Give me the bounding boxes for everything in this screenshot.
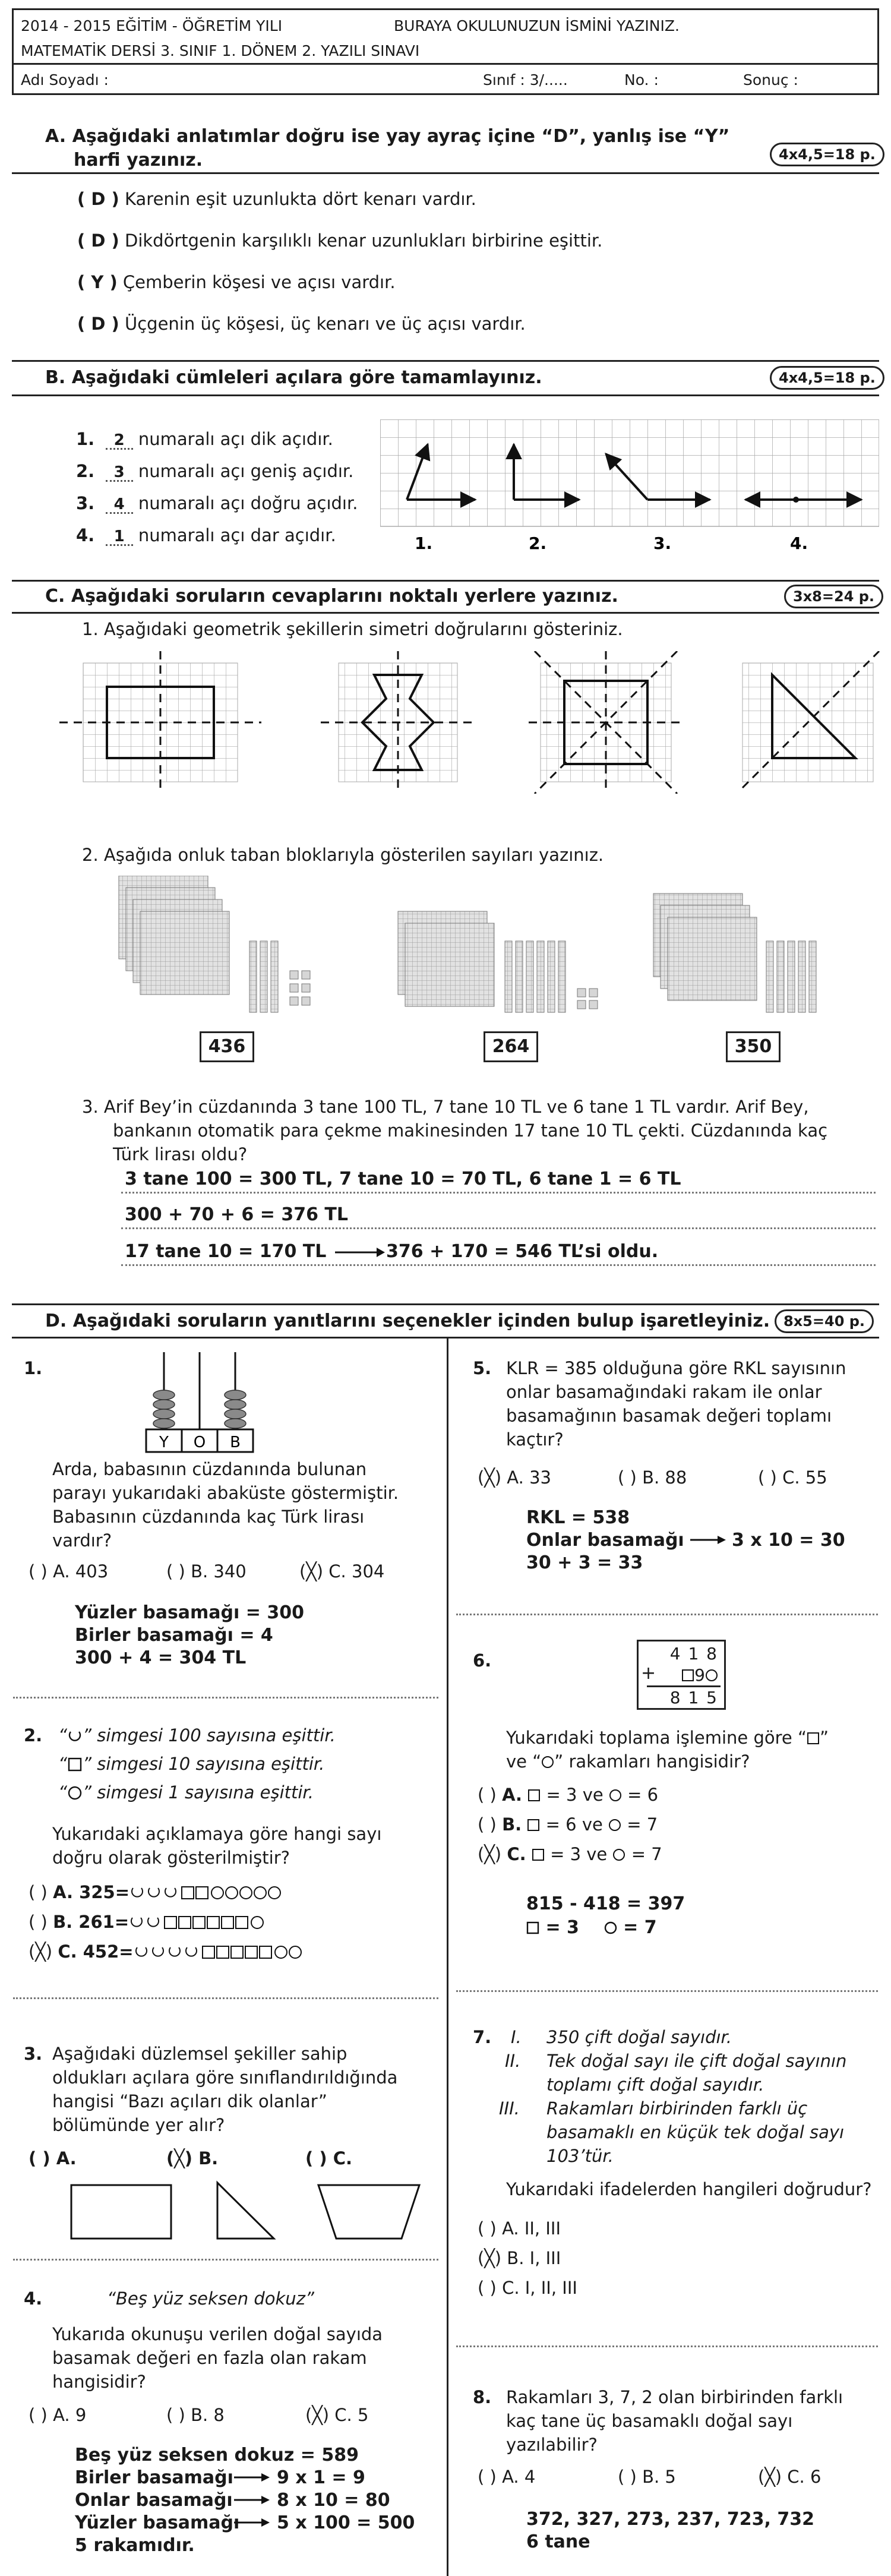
school-name: BURAYA OKULUNUZUN İSMİNİ YAZINIZ. <box>394 17 680 34</box>
d-q6-option-a-ci: = 6 <box>627 1785 659 1805</box>
d-q7-option-a[interactable]: ( ) A. II, III <box>478 2218 561 2239</box>
d-q6-option-c-sq: = 3 ve <box>550 1844 608 1864</box>
d-q3-option-b[interactable]: (╳) B. <box>166 2148 219 2168</box>
header-row-1 <box>14 12 877 39</box>
d-q2-def-100: “ ” simgesi 100 sayısına eşittir. <box>58 1725 336 1745</box>
d-q2-option-c-label: C. 452= <box>58 1942 134 1962</box>
b-item-2-text: numaralı açı geniş açıdır. <box>138 461 354 481</box>
d-q5-option-b[interactable]: ( ) B. 88 <box>618 1467 687 1488</box>
section-b-title: B. Aşağıdaki cümleleri açılara göre tamamlayınız. <box>45 367 542 388</box>
result-field[interactable]: Sonuç : <box>743 71 798 89</box>
section-b-underline <box>12 394 879 396</box>
c-question-1: 1. Aşağıdaki geometrik şekillerin simetri doğrularını gösteriniz. <box>82 619 623 639</box>
d-q1-answer-3: 300 + 4 = 304 TL <box>75 1647 247 1668</box>
d-q7-item-3: Rakamları birbirinden farklı üç <box>546 2098 808 2119</box>
section-c-underline <box>12 612 879 614</box>
d-q7-roman-1: I. <box>511 2027 522 2047</box>
section-d-topline <box>12 1303 879 1305</box>
circle-symbol-icon <box>67 1785 83 1801</box>
square-symbol-icon <box>527 1789 541 1802</box>
a-item-4-text: Üçgenin üç köşesi, üç kenarı ve üç açısı vardır. <box>125 314 526 334</box>
d-q4-option-a[interactable]: ( ) A. 9 <box>29 2405 87 2425</box>
d-q7-item-1: 350 çift doğal sayıdır. <box>546 2027 732 2047</box>
d-q6-option-a-label: A. <box>502 1785 523 1805</box>
b-item-3-num: 3. <box>76 493 95 513</box>
rectangle-symmetry <box>59 651 261 794</box>
addition-plus: + <box>641 1663 656 1684</box>
section-a-title-line1: A. Aşağıdaki anlatımlar doğru ise yay ayraç içine “D”, yanlış ise “Y” <box>45 126 730 147</box>
circle-symbol-icon <box>705 1669 718 1682</box>
section-c-title: C. Aşağıdaki soruların cevaplarını noktalı yerlere yazınız. <box>45 586 618 607</box>
symmetry-shapes-figure <box>59 651 885 794</box>
d-q8-text-1: Rakamları 3, 7, 2 olan birbirinden farklı <box>506 2387 843 2407</box>
b-item-3 <box>76 493 358 514</box>
square-symbol-icon <box>527 1819 540 1832</box>
square-symbol-icon <box>67 1757 83 1772</box>
d-q4-answer-1: Beş yüz seksen dokuz = 589 <box>75 2445 359 2465</box>
a-item-2-mark[interactable]: ( D ) <box>77 231 119 251</box>
d-q1-answer-2: Birler basamağı = 4 <box>75 1625 273 1646</box>
d-q2-option-b-label: B. 261= <box>53 1912 129 1932</box>
d-q4-quote: “Beş yüz seksen dokuz” <box>107 2288 314 2309</box>
b-item-2-answer[interactable]: 3 <box>106 465 133 482</box>
d-q3-text-1: Aşağıdaki düzlemsel şekiller sahip <box>52 2044 347 2064</box>
b-item-3-answer[interactable]: 4 <box>106 497 133 514</box>
d-q6-text-1a: Yukarıdaki toplama işlemine göre “ <box>506 1728 807 1748</box>
d-q4-answer-4: Onlar basamağı <box>75 2490 233 2511</box>
d-q8-option-c[interactable]: (╳) C. 6 <box>758 2467 822 2487</box>
d-q6-option-a-mark[interactable]: ( ) <box>478 1785 497 1805</box>
d-q8-text-3: yazılabilir? <box>506 2435 598 2455</box>
d-q4-option-b[interactable]: ( ) B. 8 <box>166 2405 225 2425</box>
d-q8-answer-2: 6 tane <box>526 2531 590 2552</box>
section-d-underline <box>12 1337 879 1338</box>
arrow-right-icon <box>689 1534 727 1546</box>
d-q2-option-a-label: A. 325= <box>53 1882 130 1902</box>
d-q6-text-1 <box>506 1728 829 1748</box>
d-q5-option-a[interactable]: (╳) A. 33 <box>478 1467 551 1488</box>
d-q5-answer-1: RKL = 538 <box>526 1507 630 1528</box>
d-q7-item-2b: toplamı çift doğal sayıdır. <box>546 2075 764 2095</box>
d-q4-answer-7: 5 x 100 = 500 <box>277 2512 415 2533</box>
d-q2-option-b-symbols <box>129 1914 307 1931</box>
base-ten-blocks-figure <box>113 876 820 1030</box>
d-q7-question: Yukarıdaki ifadelerden hangileri doğrudur? <box>506 2179 872 2199</box>
d-q5-text-1: KLR = 385 olduğuna göre RKL sayısının <box>506 1358 846 1378</box>
abacus-label-o: O <box>193 1434 206 1451</box>
d-q3-number: 3. <box>24 2044 43 2064</box>
horseshoe-symbol-icon <box>67 1728 83 1744</box>
answer-box-3[interactable]: 350 <box>726 1031 781 1062</box>
arrow-right-icon <box>333 1245 386 1259</box>
b-item-4-num: 4. <box>76 525 95 545</box>
a-item-2-text: Dikdörtgenin karşılıklı kenar uzunlukları birbirine eşittir. <box>125 231 603 251</box>
d-left-separator-3 <box>13 2259 438 2261</box>
d-q6-option-a[interactable] <box>478 1785 658 1805</box>
d-q3-text-4: bölümünde yer alır? <box>52 2115 225 2135</box>
b-item-4 <box>76 525 336 546</box>
abacus-label-y: Y <box>159 1434 169 1451</box>
d-q2-def-1: “ ” simgesi 1 sayısına eşittir. <box>58 1782 314 1802</box>
d-q3-text-3: hangisi “Bazı açıları dik olanlar” <box>52 2091 327 2111</box>
addition-sum: 8 1 5 <box>669 1688 718 1707</box>
d-q1-text-2: parayı yukarıdaki abaküste göstermiştir. <box>52 1483 399 1503</box>
d-right-separator-3 <box>456 2345 878 2347</box>
a-item-1-text: Karenin eşit uzunlukta dört kenarı vardır. <box>125 189 476 209</box>
d-q4-answer-8: 5 rakamıdır. <box>75 2535 195 2556</box>
d-right-separator-2 <box>456 1990 878 1992</box>
d-q4-text-2: basamak değeri en fazla olan rakam <box>52 2348 367 2368</box>
d-q6-answer-values <box>526 1917 657 1939</box>
b-item-4-text: numaralı açı dar açıdır. <box>138 525 336 545</box>
c-answer-line-2[interactable]: 300 + 70 + 6 = 376 TL <box>125 1204 348 1225</box>
d-q7-roman-3: III. <box>499 2098 520 2119</box>
b-item-1 <box>76 429 333 450</box>
trapezoid-shape <box>318 2185 419 2239</box>
exam-header <box>12 8 879 95</box>
d-q6-text-2 <box>506 1751 750 1772</box>
c-answer-line-1[interactable]: 3 tane 100 = 300 TL, 7 tane 10 = 70 TL, 6 tane 1 = 6 TL <box>125 1169 681 1189</box>
addition-rule <box>647 1685 721 1687</box>
square-symbol-icon <box>807 1732 820 1745</box>
d-q2-option-c-mark[interactable]: (╳) <box>29 1942 53 1962</box>
d-q2-option-b[interactable] <box>29 1912 307 1932</box>
section-c-topline <box>12 580 879 582</box>
d-q1-option-b[interactable]: ( ) B. 340 <box>166 1561 247 1581</box>
square-symbol-icon <box>532 1848 545 1861</box>
d-q5-answer-2: Onlar basamağı <box>526 1530 684 1551</box>
section-a-title-line2: harfi yazınız. <box>74 150 203 171</box>
d-q6-answer-circle: = 7 <box>623 1917 657 1938</box>
c-dotted-line-2 <box>121 1227 876 1229</box>
addition-middle-digit: 9 <box>694 1665 705 1685</box>
name-field[interactable]: Adı Soyadı : <box>21 71 109 89</box>
circle-symbol-icon <box>541 1756 554 1769</box>
angle-label-3: 3. <box>653 533 672 553</box>
d-q2-def-1-text: ” simgesi 1 sayısına eşittir. <box>83 1782 314 1802</box>
a-item-4-mark[interactable]: ( D ) <box>77 314 119 334</box>
d-q7-item-3b: basamaklı en küçük tek doğal sayı <box>546 2122 845 2142</box>
d-q6-option-c-label: C. <box>507 1844 526 1864</box>
b-item-1-answer[interactable]: 2 <box>106 433 133 450</box>
d-q4-answer-6: Yüzler basamağı <box>75 2512 240 2533</box>
d-q6-text-2b: ” rakamları hangisidir? <box>554 1751 750 1772</box>
circle-symbol-icon <box>612 1848 625 1861</box>
b-item-1-num: 1. <box>76 429 95 449</box>
d-q2-text-1: Yukarıdaki açıklamaya göre hangi sayı <box>52 1824 382 1844</box>
d-q7-item-3c: 103’tür. <box>546 2146 614 2166</box>
d-q7-option-c[interactable]: ( ) C. I, II, III <box>478 2278 577 2298</box>
d-q7-roman-2: II. <box>505 2051 521 2071</box>
school-year: 2014 - 2015 EĞİTİM - ÖĞRETİM YILI <box>21 17 283 34</box>
d-q8-answer-1: 372, 327, 273, 237, 723, 732 <box>526 2509 814 2530</box>
answer-box-2[interactable]: 264 <box>484 1031 538 1062</box>
class-field[interactable]: Sınıf : 3/..... <box>483 71 568 89</box>
d-q4-text-3: hangisidir? <box>52 2372 146 2392</box>
d-q1-option-c[interactable]: (╳) C. 304 <box>299 1561 385 1581</box>
d-q6-answer-square: = 3 <box>545 1917 579 1938</box>
d-q8-text-2: kaç tane üç basamaklı doğal sayı <box>506 2411 793 2431</box>
d-q3-option-a[interactable]: ( ) A. <box>29 2148 77 2168</box>
arrow-right-icon <box>233 2494 271 2506</box>
a-item-3-text: Çemberin köşesi ve açısı vardır. <box>122 272 396 292</box>
a-item-3-mark[interactable]: ( Y ) <box>77 272 118 292</box>
section-d-points: 8x5=40 p. <box>775 1309 874 1333</box>
d-q3-shapes <box>69 2177 425 2242</box>
d-q6-option-b[interactable] <box>478 1814 658 1835</box>
abacus-icon <box>140 1346 259 1453</box>
c-answer-line-3b[interactable]: 376 + 170 = 546 TL’si oldu. <box>386 1241 659 1262</box>
b-item-1-text: numaralı açı dik açıdır. <box>138 429 333 449</box>
section-a-underline <box>12 172 879 174</box>
circle-symbol-icon <box>609 1789 622 1802</box>
right-triangle-shape <box>217 2183 274 2239</box>
d-q5-option-c[interactable]: ( ) C. 55 <box>758 1467 827 1488</box>
d-q3-text-2: oldukları açılara göre sınıflandırıldığında <box>52 2067 398 2088</box>
d-q5-answer-4: 30 + 3 = 33 <box>526 1552 643 1573</box>
d-q6-option-b-ci: = 7 <box>627 1814 658 1835</box>
d-q4-answer-2: Birler basamağı <box>75 2467 233 2488</box>
rectangle-shape <box>71 2185 171 2239</box>
triangle-symmetry <box>742 651 879 788</box>
a-item-4 <box>77 314 526 334</box>
d-q6-text-1b: ” <box>819 1728 829 1748</box>
section-c-points: 3x8=24 p. <box>784 585 883 608</box>
section-b-points: 4x4,5=18 p. <box>770 366 884 390</box>
double-arrow-symmetry <box>321 651 475 794</box>
a-item-1 <box>77 189 476 209</box>
addition-middle <box>681 1665 718 1685</box>
d-q6-answer: 815 - 418 = 397 <box>526 1893 685 1914</box>
b-item-2 <box>76 461 353 482</box>
c-question-3-line3: Türk lirası oldu? <box>113 1144 248 1164</box>
d-q8-option-b[interactable]: ( ) B. 5 <box>618 2467 676 2487</box>
header-row-2 <box>14 39 877 65</box>
square-symbol-icon <box>526 1921 539 1934</box>
d-q5-answer-3: 3 x 10 = 30 <box>732 1530 845 1551</box>
d-q2-def-10-text: ” simgesi 10 sayısına eşittir. <box>83 1754 325 1774</box>
d-q3-option-c[interactable]: ( ) C. <box>305 2148 352 2168</box>
a-item-2 <box>77 231 602 251</box>
d-q2-number: 2. <box>24 1725 43 1745</box>
d-q6-option-b-label: B. <box>502 1814 522 1835</box>
d-q2-def-10: “ ” simgesi 10 sayısına eşittir. <box>58 1754 325 1774</box>
arrow-right-icon <box>233 2471 271 2483</box>
d-q7-item-2: Tek doğal sayı ile çift doğal sayının <box>546 2051 847 2071</box>
d-q6-option-c-mark[interactable]: (╳) <box>478 1844 502 1864</box>
d-q5-text-4: kaçtır? <box>506 1429 564 1450</box>
d-q1-text-4: vardır? <box>52 1530 112 1551</box>
header-row-3 <box>14 67 877 93</box>
number-field[interactable]: No. : <box>624 71 659 89</box>
d-q6-text-2a: ve “ <box>506 1751 542 1772</box>
d-q5-number: 5. <box>473 1358 492 1378</box>
d-q7-number: 7. <box>473 2027 492 2047</box>
angle-label-4: 4. <box>790 533 808 553</box>
angle-label-2: 2. <box>529 533 547 553</box>
c-answer-line-3a[interactable]: 17 tane 10 = 170 TL <box>125 1241 327 1262</box>
square-symmetry <box>529 651 683 794</box>
d-q6-option-c[interactable] <box>478 1844 662 1864</box>
b-item-3-text: numaralı açı doğru açıdır. <box>138 493 358 513</box>
c-question-3-line1: 3. Arif Bey’in cüzdanında 3 tane 100 TL, 7 tane 10 TL ve 6 tane 1 TL vardır. Arif Bey, <box>82 1097 809 1117</box>
angle-label-1: 1. <box>415 533 433 553</box>
d-q4-number: 4. <box>24 2288 43 2309</box>
section-d-title: D. Aşağıdaki soruların yanıtlarını seçenekler içinden bulup işaretleyiniz. <box>45 1311 770 1331</box>
column-divider <box>447 1338 448 2576</box>
d-q1-number: 1. <box>24 1358 43 1378</box>
blocks-264 <box>398 911 598 1012</box>
d-q4-answer-3: 9 x 1 = 9 <box>277 2467 365 2488</box>
d-q2-option-c[interactable] <box>29 1942 359 1962</box>
c-dotted-line-1 <box>121 1192 876 1194</box>
blocks-350 <box>653 894 816 1012</box>
d-q6-option-b-sq: = 6 ve <box>545 1814 603 1835</box>
section-a-points: 4x4,5=18 p. <box>770 143 884 166</box>
d-q1-answer-1: Yüzler basamağı = 300 <box>75 1602 304 1623</box>
d-q6-option-c-ci: = 7 <box>631 1844 662 1864</box>
d-q2-option-a-mark[interactable]: ( ) <box>29 1882 48 1902</box>
d-q1-option-a[interactable]: ( ) A. 403 <box>29 1561 109 1581</box>
answer-box-1[interactable]: 436 <box>200 1031 254 1062</box>
addition-box <box>637 1640 726 1710</box>
d-left-separator-2 <box>13 1997 438 1999</box>
arrow-right-icon <box>233 2517 271 2528</box>
d-q2-option-c-symbols <box>134 1944 359 1961</box>
b-item-2-num: 2. <box>76 461 95 481</box>
square-symbol-icon <box>681 1669 694 1682</box>
circle-symbol-icon <box>608 1819 621 1832</box>
section-b-topline <box>12 360 879 362</box>
d-q2-text-2: doğru olarak gösterilmiştir? <box>52 1848 290 1868</box>
d-q6-option-b-mark[interactable]: ( ) <box>478 1814 497 1835</box>
c-question-3-line2: bankanın otomatik para çekme makinesinden 17 tane 10 TL çekti. Cüzdanında kaç <box>113 1120 828 1141</box>
d-q2-option-b-mark[interactable]: ( ) <box>29 1912 48 1932</box>
d-q5-text-2: onlar basamağındaki rakam ile onlar <box>506 1382 822 1402</box>
d-q2-option-a[interactable] <box>29 1882 308 1902</box>
a-item-3 <box>77 272 396 292</box>
d-q6-option-a-sq: = 3 ve <box>546 1785 604 1805</box>
d-q8-number: 8. <box>473 2387 492 2407</box>
d-left-separator-1 <box>13 1697 438 1699</box>
exam-title: MATEMATİK DERSİ 3. SINIF 1. DÖNEM 2. YAZILI SINAVI <box>21 42 420 59</box>
d-q7-option-b[interactable]: (╳) B. I, III <box>478 2248 561 2268</box>
d-q2-def-100-text: ” simgesi 100 sayısına eşittir. <box>83 1725 336 1745</box>
b-item-4-answer[interactable]: 1 <box>106 529 133 546</box>
d-q6-number: 6. <box>473 1650 492 1671</box>
c-dotted-line-3 <box>121 1264 876 1266</box>
d-right-separator-1 <box>456 1614 878 1615</box>
d-q8-option-a[interactable]: ( ) A. 4 <box>478 2467 536 2487</box>
angle-grid-figure <box>380 419 879 556</box>
d-q5-text-3: basamağının basamak değeri toplamı <box>506 1406 832 1426</box>
d-q2-option-a-symbols <box>129 1884 308 1901</box>
blocks-436 <box>119 876 310 1012</box>
d-q4-text-1: Yukarıda okunuşu verilen doğal sayıda <box>52 2324 383 2344</box>
d-q4-option-c[interactable]: (╳) C. 5 <box>305 2405 369 2425</box>
addition-top: 4 1 8 <box>669 1644 718 1663</box>
d-q4-answer-5: 8 x 10 = 80 <box>277 2490 390 2511</box>
d-q1-text-1: Arda, babasının cüzdanında bulunan <box>52 1459 367 1479</box>
circle-symbol-icon <box>604 1921 617 1934</box>
d-q1-text-3: Babasının cüzdanında kaç Türk lirası <box>52 1507 365 1527</box>
c-question-2: 2. Aşağıda onluk taban bloklarıyla gösterilen sayıları yazınız. <box>82 845 604 865</box>
abacus-label-b: B <box>230 1434 241 1451</box>
a-item-1-mark[interactable]: ( D ) <box>77 189 119 209</box>
